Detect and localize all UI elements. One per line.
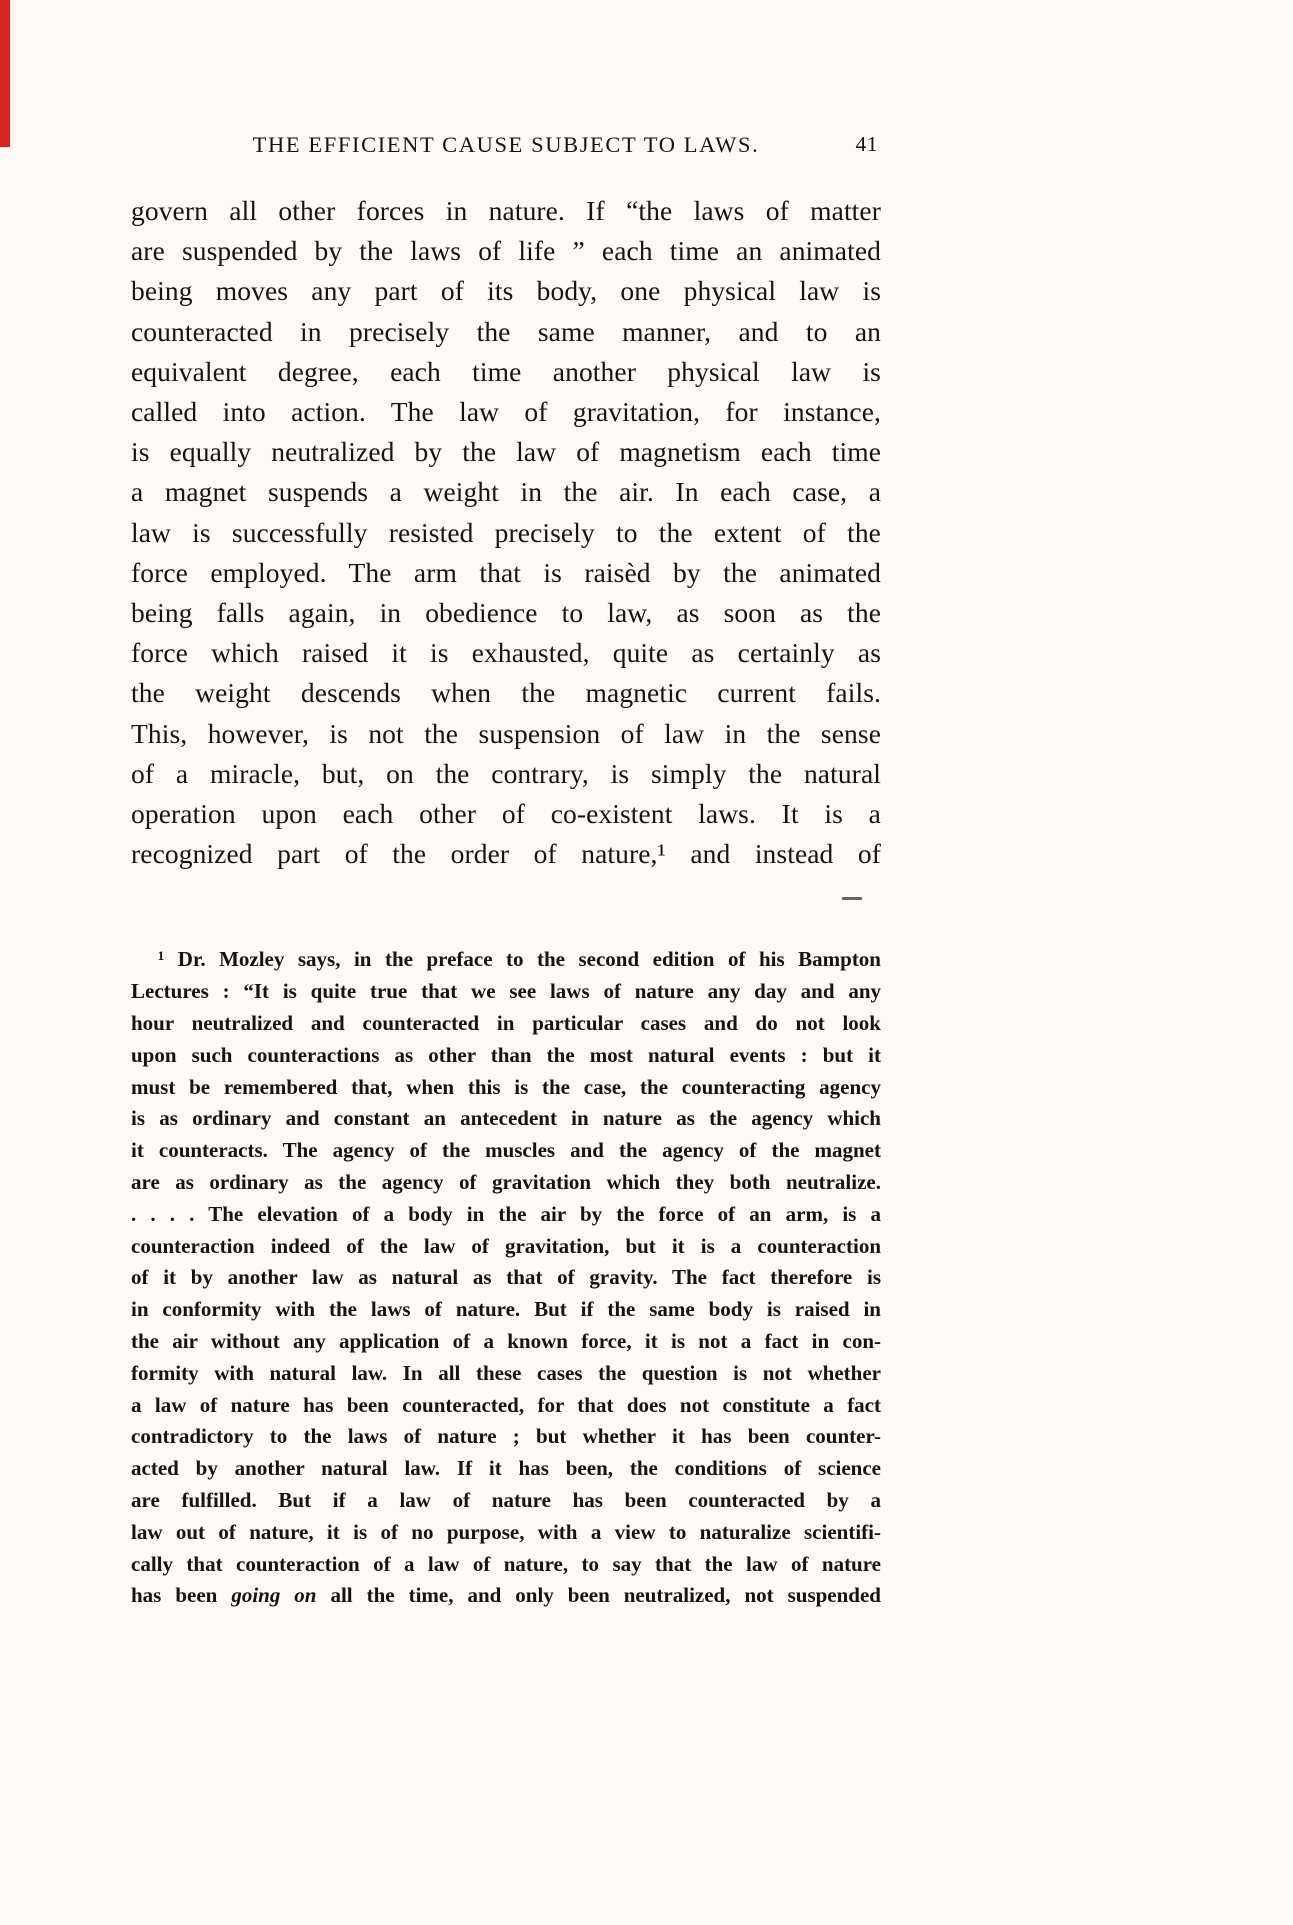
scan-red-edge-artifact: [0, 0, 10, 147]
text-line: the air without any application of a known force, it is not a fact in con-: [131, 1329, 881, 1354]
text-line: of it by another law as natural as that of gravity. The fact therefore is: [131, 1265, 881, 1290]
text-line: are suspended by the laws of life ” each time an animated: [131, 235, 881, 267]
text-line: a law of nature has been counteracted, for that does not constitute a fact: [131, 1392, 881, 1417]
text-line: in conformity with the laws of nature. But if the same body is raised in: [131, 1297, 881, 1322]
page-header: [131, 0, 881, 159]
text-line: a magnet suspends a weight in the air. In each case, a: [131, 476, 881, 508]
footnote-text-pre: has been: [131, 1583, 232, 1608]
text-line: hour neutralized and counteracted in particular cases and do not look: [131, 1011, 881, 1036]
footnote-line-last: [131, 1580, 881, 1612]
text-line: are as ordinary as the agency of gravitation which they both neutralize.: [131, 1170, 881, 1195]
footnote-text-post: all the time, and only been neutralized, not suspended: [316, 1583, 881, 1608]
footnote-italic-phrase: going on: [231, 1583, 317, 1608]
text-line: contradictory to the laws of nature ; but whether it has been counter-: [131, 1424, 881, 1449]
text-line: being moves any part of its body, one physical law is: [131, 275, 881, 307]
text-line: being falls again, in obedience to law, as soon as the: [131, 597, 881, 629]
text-line: force employed. The arm that is raisèd by the animated: [131, 556, 881, 588]
text-line: is as ordinary and constant an antecedent in nature as the agency which: [131, 1106, 881, 1131]
text-line: Lectures : “It is quite true that we see laws of nature any day and any: [131, 979, 881, 1004]
footnote-block: [131, 944, 881, 1612]
text-line: are fulfilled. But if a law of nature has been counteracted by a: [131, 1488, 881, 1512]
text-line: force which raised it is exhausted, quite as certainly as: [131, 637, 881, 669]
text-line: cally that counteraction of a law of nature, to say that the law of nature: [131, 1551, 881, 1576]
text-line: upon such counteractions as other than the most natural events : but it: [131, 1042, 881, 1067]
text-line: the weight descends when the magnetic current fails.: [131, 677, 881, 709]
body-text: [131, 191, 881, 874]
text-line: operation upon each other of co-existent laws. It is a: [131, 798, 881, 830]
text-line: . . . . The elevation of a body in the air by the force of an arm, is a: [131, 1201, 881, 1226]
text-line: ¹ Dr. Mozley says, in the preface to the second edition of his Bampton: [158, 947, 881, 972]
text-line: must be remembered that, when this is the case, the counteracting agency: [131, 1074, 881, 1099]
text-line: formity with natural law. In all these cases the question is not whether: [131, 1360, 881, 1385]
text-line: counteraction indeed of the law of gravitation, but it is a counteraction: [131, 1233, 881, 1258]
footnote-lines: [131, 944, 881, 1580]
text-line: counteracted in precisely the same manner, and to an: [131, 315, 881, 347]
text-line: equivalent degree, each time another physical law is: [131, 355, 881, 387]
text-line: recognized part of the order of nature,¹ and instead of: [131, 838, 881, 870]
text-column: [131, 0, 881, 1612]
text-line: it counteracts. The agency of the muscles and the agency of the magnet: [131, 1138, 881, 1163]
running-head: THE EFFICIENT CAUSE SUBJECT TO LAWS.: [252, 132, 760, 157]
text-line: called into action. The law of gravitation, for instance,: [131, 396, 881, 428]
text-line: acted by another natural law. If it has been, the conditions of science: [131, 1456, 881, 1481]
page-number: 41: [855, 132, 878, 156]
text-line: of a miracle, but, on the contrary, is simply the natural: [131, 757, 881, 789]
text-line: law out of nature, it is of no purpose, with a view to naturalize scientifi-: [131, 1519, 881, 1544]
scan-mark-dash: [842, 897, 862, 900]
text-line: is equally neutralized by the law of magnetism each time: [131, 436, 881, 468]
text-line: This, however, is not the suspension of law in the sense: [131, 717, 881, 749]
text-line: law is successfully resisted precisely to the extent of the: [131, 516, 881, 548]
text-line: govern all other forces in nature. If “the laws of matter: [131, 195, 881, 226]
